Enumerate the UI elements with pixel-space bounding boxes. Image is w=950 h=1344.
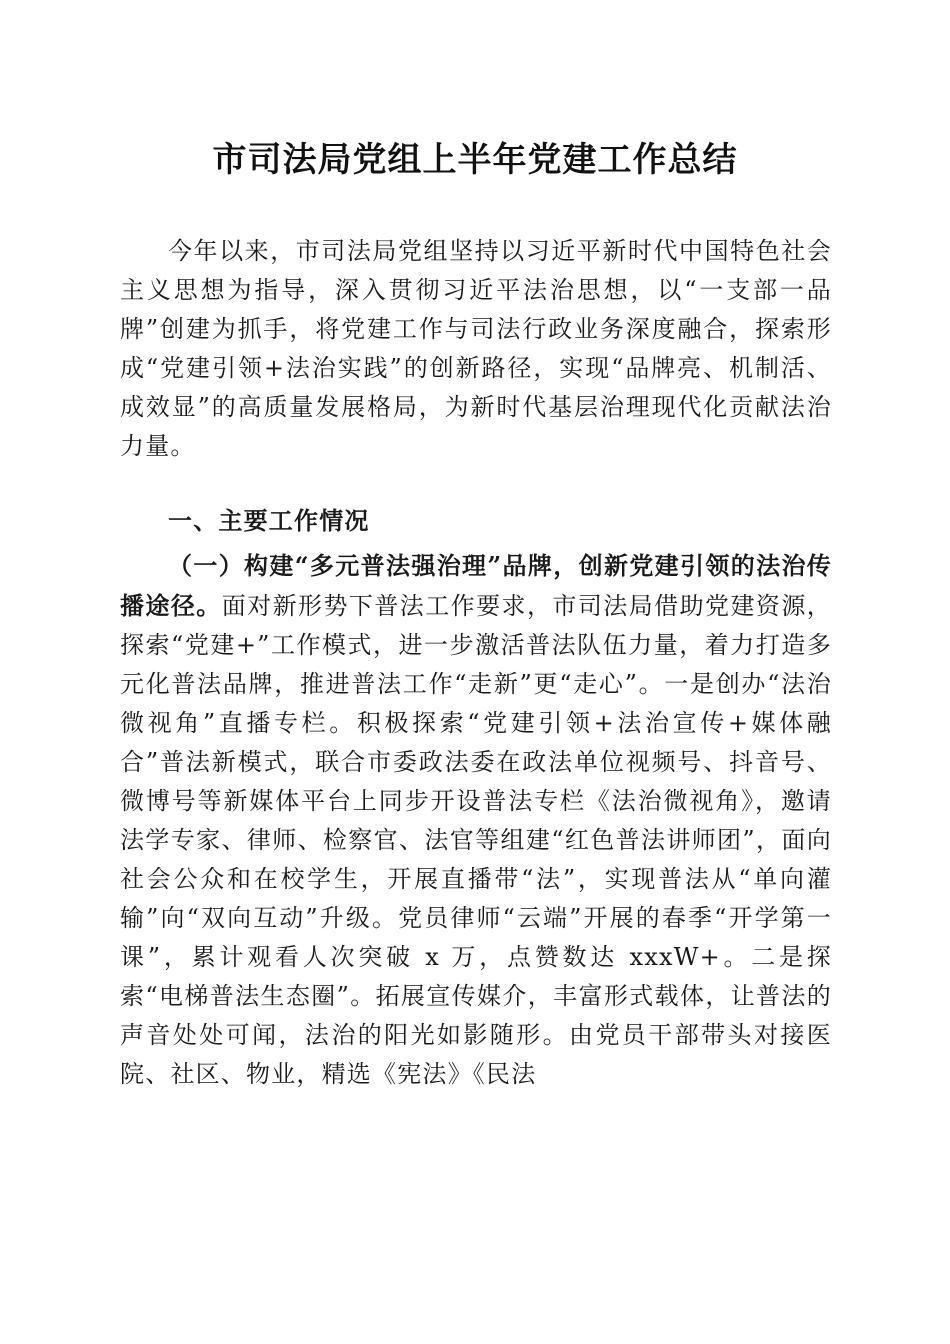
document-title: 市司法局党组上半年党建工作总结 <box>212 140 738 180</box>
subsection-paragraph <box>120 546 832 1094</box>
section-heading: 一、主要工作情况 <box>168 507 370 535</box>
intro-paragraph: 今年以来，市司法局党组坚持以习近平新时代中国特色社会主义思想为指导，深入贯彻习近平法治思想，以“一支部一品牌”创建为抓手，将党建工作与司法行政业务深度融合，探索形成“党建引领+法治实践”的创新路径，实现“品牌亮、机制活、成效显”的高质量发展格局，为新时代基层治理现代化贡献法治力量。 <box>120 237 832 460</box>
subsection-heading: （一）构建“多元普法强治理”品牌，创新党建引领的法治传播途径。 <box>120 551 832 620</box>
subsection-body: 面对新形势下普法工作要求，市司法局借助党建资源，探索“党建+”工作模式，进一步激活普法队伍力量，着力打造多元化普法品牌，推进普法工作“走新”更“走心”。一是创办“法治微视角”直播专栏。积极探索“党建引领+法治宣传+媒体融合”普法新模式，联合市委政法委在政法单位视频号、抖音号、微博号等新媒体平台上同步开设普法专栏《法治微视角》，邀请法学专家、律师、检察官、法官等组建“红色普法讲师团”，面向社会公众和在校学生，开展直播带“法”，实现普法从“单向灌输”向“双向互动”升级。党员律师“云端”开展的春季“开学第一课”，累计观看人次突破 x 万，点赞数达 xxxW+。二是探索“电梯普法生态圈”。拓展宣传媒介，丰富形式载体，让普法的声音处处可闻，法治的阳光如影随形。由党员干部带头对接医院、社区、物业，精选《宪法》《民法 <box>120 592 832 1088</box>
